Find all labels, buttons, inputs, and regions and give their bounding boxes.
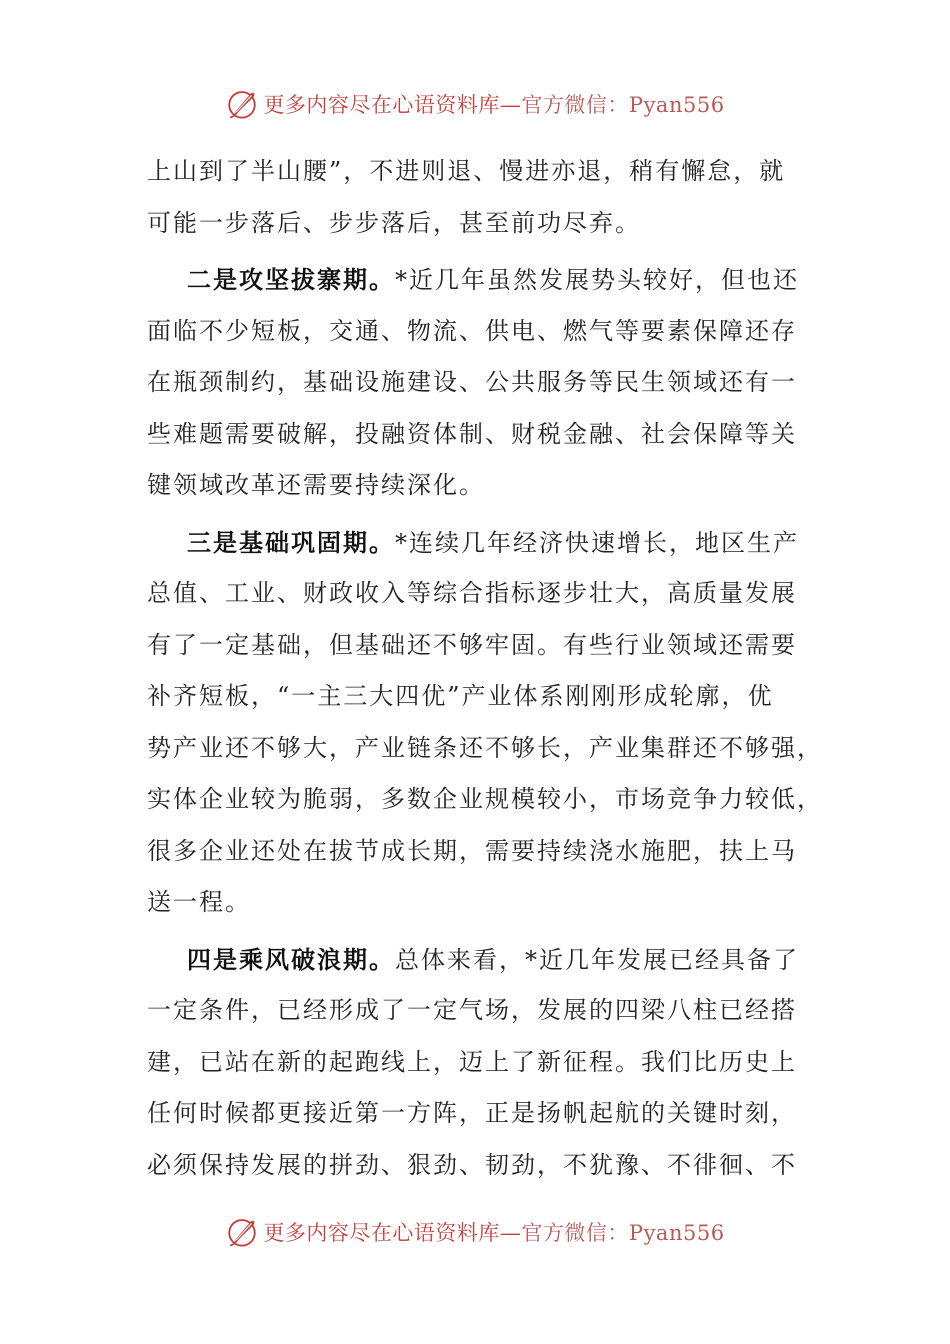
text-line: 送一程。 xyxy=(147,888,251,916)
text-line: 可能一步落后、步步落后，甚至前功尽弃。 xyxy=(147,208,641,237)
paragraph-lead: 四是乘风破浪期。 xyxy=(187,944,395,974)
paragraph xyxy=(147,517,823,929)
text-line: 很多企业还处在拔节成长期，需要持续浇水施肥，扶上马 xyxy=(147,836,797,865)
text-line xyxy=(147,254,807,306)
text-line: 总值、工业、财政收入等综合指标逐步壮大，高质量发展 xyxy=(147,579,797,607)
text-line: 任何时候都更接近第一方阵，正是扬帆起航的关键时刻， xyxy=(147,1099,797,1127)
text-span: *连续几年经济快速增长，地区生产 xyxy=(395,528,799,557)
text-line: 补齐短板，“一主三大四优”产业体系刚刚形成轮廓，优 xyxy=(147,682,774,710)
footer-banner-text-b: 官方微信：Pyan556 xyxy=(521,1221,725,1245)
text-line: 有了一定基础，但基础还不够牢固。有些行业领域还需要 xyxy=(147,630,797,659)
text-line: 在瓶颈制约，基础设施建设、公共服务等民生领域还有一 xyxy=(147,368,797,396)
text-line: 键领域改革还需要持续深化。 xyxy=(147,471,485,499)
quill-pen-logo-icon xyxy=(225,1215,259,1249)
text-line: 必须保持发展的拼劲、狠劲、韧劲，不犹豫、不徘徊、不 xyxy=(147,1150,797,1179)
paragraph xyxy=(147,934,807,1192)
text-line: 建，已站在新的起跑线上，迈上了新征程。我们比历史上 xyxy=(147,1047,797,1076)
header-banner-text xyxy=(263,89,724,119)
text-span: 总体来看，*近几年发展已经具备了 xyxy=(395,945,799,974)
footer-banner-text-a: 更多内容尽在心语资料库— xyxy=(263,1221,522,1245)
text-line: 上山到了半山腰”，不进则退、慢进亦退，稍有懈怠，就 xyxy=(147,157,786,185)
text-line: 面临不少短板，交通、物流、供电、燃气等要素保障还存 xyxy=(147,316,797,345)
quill-pen-logo-icon xyxy=(225,87,259,121)
text-line: 一定条件，已经形成了一定气场，发展的四梁八柱已经搭 xyxy=(147,996,797,1024)
text-line: 势产业还不够大，产业链条还不够长，产业集群还不够强， xyxy=(147,733,823,762)
paragraph xyxy=(147,254,807,512)
header-banner xyxy=(0,82,950,126)
header-banner-text-a: 更多内容尽在心语资料库— xyxy=(263,93,522,117)
footer-banner-text xyxy=(263,1217,724,1247)
text-line: 些难题需要破解，投融资体制、财税金融、社会保障等关 xyxy=(147,419,797,448)
document-body xyxy=(147,146,823,1191)
header-banner-text-b: 官方微信：Pyan556 xyxy=(521,93,725,117)
text-line xyxy=(147,517,807,569)
text-line: 实体企业较为脆弱，多数企业规模较小，市场竞争力较低， xyxy=(147,785,823,813)
paragraph-lead: 二是攻坚拔寨期。 xyxy=(187,265,395,294)
text-line xyxy=(147,934,807,986)
paragraph-lead: 三是基础巩固期。 xyxy=(187,527,395,557)
text-span: *近几年虽然发展势头较好，但也还 xyxy=(395,266,799,294)
footer-banner xyxy=(0,1210,950,1254)
paragraph xyxy=(147,146,807,249)
